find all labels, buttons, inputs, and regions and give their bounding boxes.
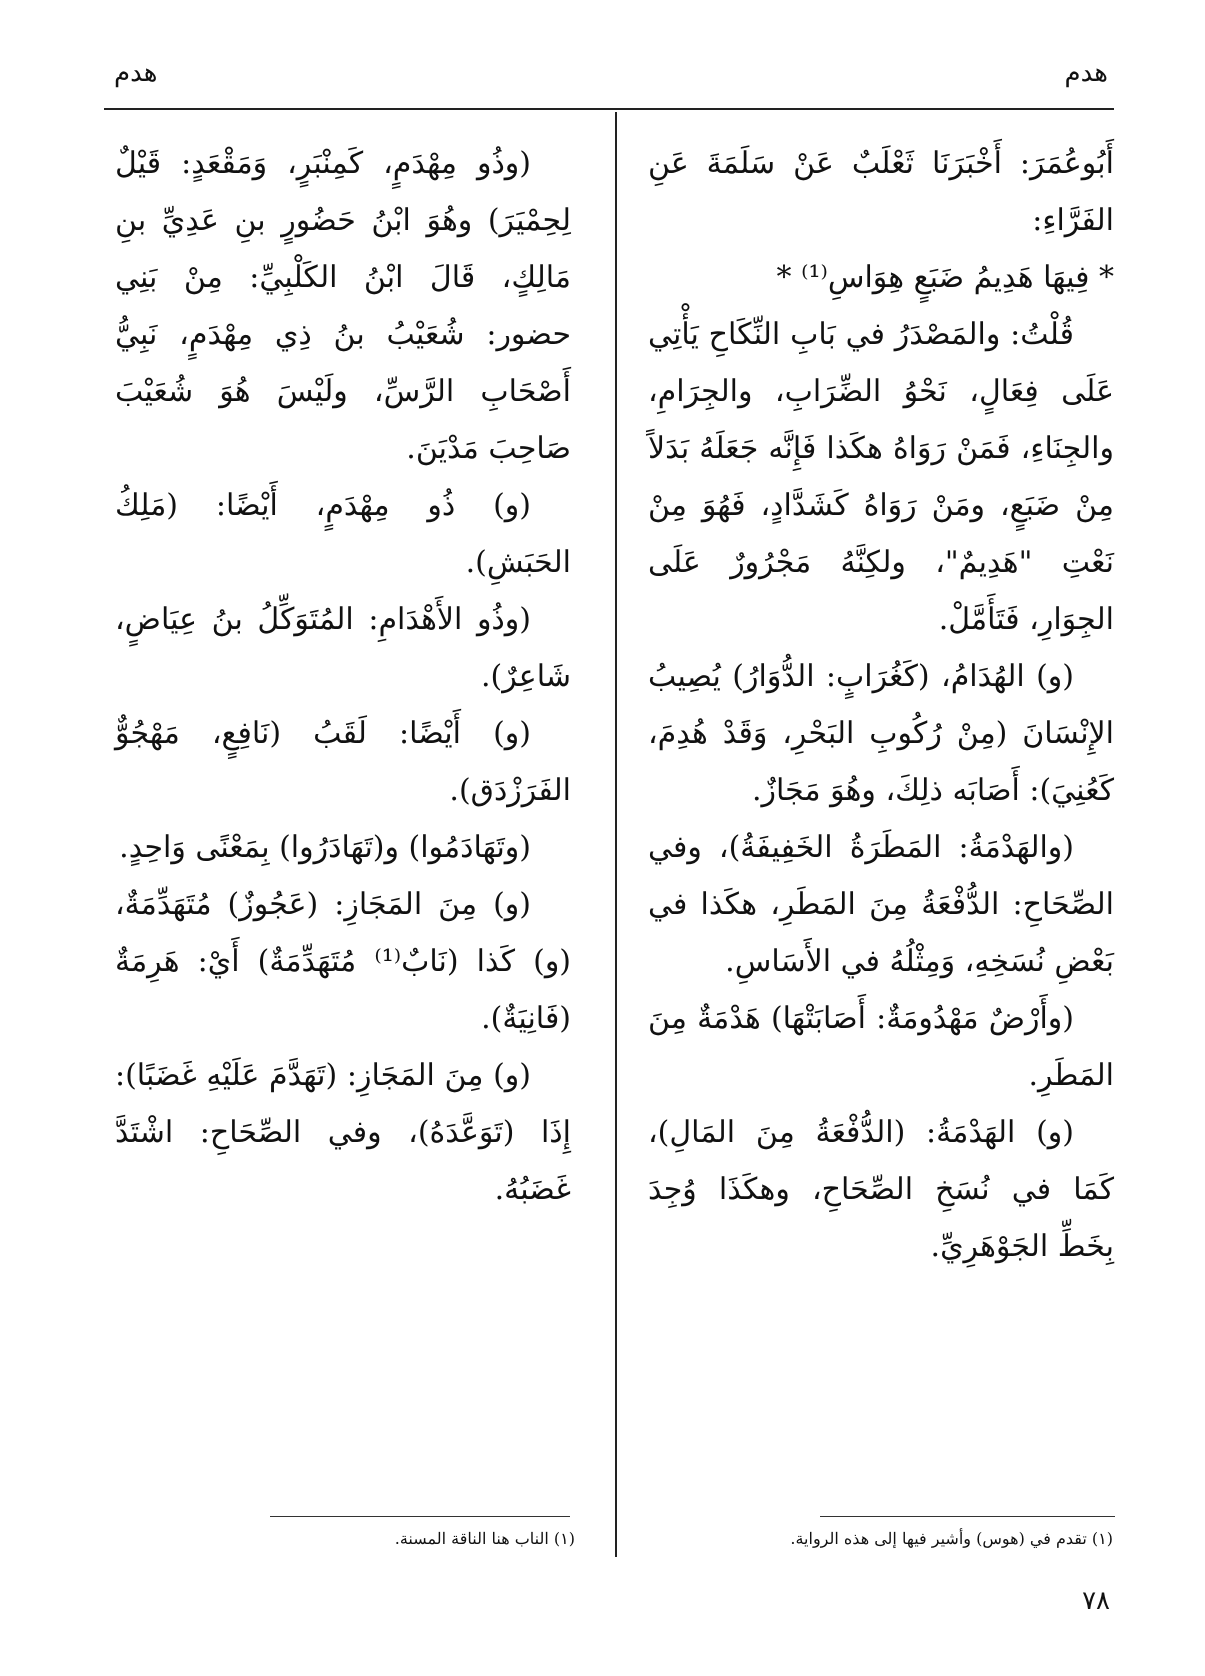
- column-divider: [615, 112, 617, 1557]
- header-root-word-left: هدم: [114, 58, 158, 88]
- header-root-word-right: هدم: [1064, 58, 1108, 88]
- left-paragraph: (وذُو مِهْدَمٍ، كَمِنْبَرٍ، وَمَقْعَدٍ: قَيْلٌ لِحِمْيَرَ) وهُوَ ابْنُ حَضُورٍ بنِ عَدِيِّ بنِ مَالِكٍ، قَالَ ابْنُ الكَلْبِيِّ: مِنْ بَنِي حضور: شُعَيْبُ بنُ ذِي مِهْدَمٍ، نَبِيُّ أَصْحَابِ الرَّسِّ، ولَيْسَ هُوَ شُعَيْبَ صَاحِبَ مَدْيَنَ.: [115, 146, 571, 466]
- left-paragraph: (و) ذُو مِهْدَمٍ، أَيْضًا: (مَلِكُ الحَبَشِ).: [115, 488, 571, 580]
- right-paragraph-verse: * فِيهَا هَدِيمُ ضَبَعٍ هِوَاسِ⁽¹⁾ *: [776, 260, 1114, 295]
- right-paragraph: (و) الهَدْمَةُ: (الدُّفْعَةُ مِنَ المَالِ)، كَمَا في نُسَخِ الصِّحَاحِ، وهكَذَا وُجِدَ بِخَطِّ الجَوْهَرِيِّ.: [648, 1115, 1114, 1264]
- left-paragraph: (وتَهَادَمُوا) و(تَهَادَرُوا) بِمَعْنًى وَاحِدٍ.: [119, 830, 531, 865]
- left-paragraph: (و) مِنَ المَجَازِ: (تَهَدَّمَ عَلَيْهِ غَضَبًا): إِذَا (تَوَعَّدَهُ)، وفي الصِّحَاحِ: اشْتَدَّ غَضَبُهُ.: [115, 1058, 571, 1207]
- footnote-left: (١) الناب هنا الناقة المسنة.: [394, 1529, 575, 1548]
- right-paragraph: أَبُوعُمَرَ: أَخْبَرَنَا ثَعْلَبٌ عَنْ سَلَمَةَ عَنِ الفَرَّاءِ:: [648, 146, 1114, 238]
- right-paragraph: (وأَرْضٌ مَهْدُومَةٌ: أَصَابَتْهَا) هَدْمَةٌ مِنَ المَطَرِ.: [648, 1001, 1114, 1093]
- footnote-rule-left: [270, 1516, 570, 1517]
- header-rule: [104, 108, 1114, 110]
- left-paragraph: (و) أَيْضًا: لَقَبُ (نَافِعٍ، مَهْجُوٌّ الفَرَزْدَق).: [115, 716, 571, 808]
- right-column: [648, 135, 1114, 1275]
- footnote-right: (١) تقدم في (هوس) وأشير فيها إلى هذه الرواية.: [790, 1529, 1113, 1548]
- footnote-rule-right: [820, 1516, 1115, 1517]
- left-column: [115, 135, 571, 1218]
- left-paragraph: (و) مِنَ المَجَازِ: (عَجُوزٌ) مُتَهَدِّمَةٌ، (و) كَذا (نَابٌ⁽¹⁾ مُتَهَدِّمَةٌ) أَيْ: هَرِمَةٌ (فَانِيَةٌ).: [115, 887, 572, 1036]
- right-paragraph: (والهَدْمَةُ: المَطَرَةُ الخَفِيفَةُ)، وفي الصِّحَاحِ: الدُّفْعَةُ مِنَ المَطَرِ، هكَذا في بَعْضِ نُسَخِهِ، وَمِثْلُهُ في الأَسَاسِ.: [648, 830, 1114, 979]
- right-paragraph: قُلْتُ: والمَصْدَرُ في بَابِ النِّكَاحِ يَأْتِي عَلَى فِعَالٍ، نَحْوُ الضِّرَابِ، والجِرَامِ، والجِنَاءِ، فَمَنْ رَوَاهُ هكَذا فَإِنَّه جَعَلَهُ بَدَلاً مِنْ ضَبَعٍ، ومَنْ رَوَاهُ كَشَدَّادٍ، فَهُوَ مِنْ نَعْتِ "هَدِيمٌ"، ولكِنَّهُ مَجْرُورٌ عَلَى الجِوَارِ، فَتَأَمَّلْ.: [648, 317, 1114, 637]
- left-paragraph: (وذُو الأَهْدَامِ: المُتَوَكِّلُ بنُ عِيَاضٍ، شَاعِرٌ).: [115, 602, 571, 694]
- right-paragraph: (و) الهُدَامُ، (كَغُرَابٍ: الدُّوَارُ) يُصِيبُ الإِنْسَانَ (مِنْ رُكُوبِ البَحْرِ، وَقَدْ هُدِمَ، كَعُنِيَ): أَصَابَه ذلِكَ، وهُوَ مَجَازٌ.: [648, 659, 1114, 808]
- page-number: ٧٨: [1082, 1586, 1110, 1616]
